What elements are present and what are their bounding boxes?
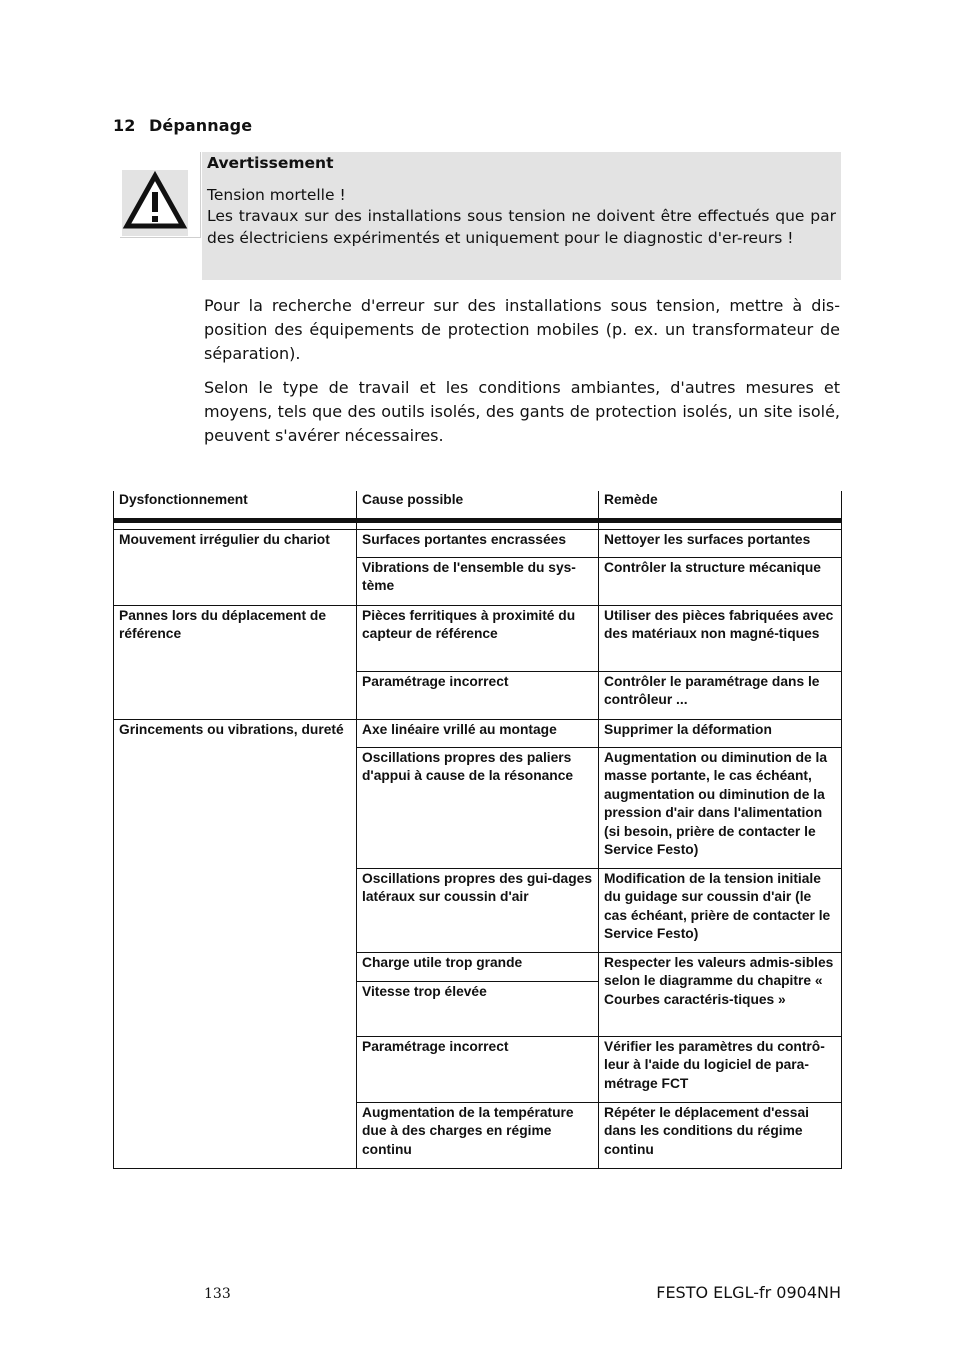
warning-icon-box (122, 170, 188, 236)
cause-cell: Paramétrage incorrect (357, 1037, 599, 1103)
warning-icon-rule (120, 237, 200, 238)
warning-line-2: Les travaux sur des installations sous tension ne doivent être effectués que par des électriciens expérimentés et uniquement pour le diagnostic d'er-reurs ! (207, 207, 836, 247)
paragraph-1: Pour la recherche d'erreur sur des installations sous tension, mettre à dis-position des équipements de protection mobiles (p. ex. un transformateur de séparation). (204, 296, 840, 363)
cause-cell: Augmentation de la température due à des charges en régime continu (357, 1103, 599, 1169)
section-number: 12 (113, 116, 136, 135)
page-number: 133 (204, 1286, 231, 1302)
header-fault: Dysfonctionnement (114, 491, 357, 521)
table-row (114, 606, 842, 672)
table-row (114, 720, 842, 748)
remedy-cell: Répéter le déplacement d'essai dans les conditions du régime continu (599, 1103, 842, 1169)
section-title-text: Dépannage (149, 116, 253, 135)
warning-box (202, 152, 841, 280)
document-reference: FESTO ELGL-fr 0904NH (656, 1283, 841, 1302)
header-cause: Cause possible (357, 491, 599, 521)
remedy-cell: Contrôler la structure mécanique (599, 558, 842, 606)
remedy-cell: Modification de la tension initiale du guidage sur coussin d'air (le cas échéant, prière de contacter le Service Festo) (599, 869, 842, 953)
fault-cell: Mouvement irrégulier du chariot (114, 530, 357, 606)
fault-cell: Pannes lors du déplacement de référence (114, 606, 357, 720)
header-remedy: Remède (599, 491, 842, 521)
cause-cell: Oscillations propres des gui-dages latéraux sur coussin d'air (357, 869, 599, 953)
table-header-row (114, 491, 842, 521)
remedy-cell: Respecter les valeurs admis-sibles selon le diagramme du chapitre « Courbes caractéris-tiques » (599, 953, 842, 1037)
remedy-cell: Vérifier les paramètres du contrô-leur à l'aide du logiciel de para-métrage FCT (599, 1037, 842, 1103)
cause-cell: Axe linéaire vrillé au montage (357, 720, 599, 748)
paragraph-2: Selon le type de travail et les conditions ambiantes, d'autres mesures et moyens, tels que des outils isolés, des gants de protection isolés, un site isolé, peuvent s'avérer nécessaires. (204, 378, 840, 445)
warning-divider (200, 152, 201, 238)
troubleshooting-table (113, 491, 842, 1169)
fault-cell: Grincements ou vibrations, dureté (114, 720, 357, 1169)
cause-cell: Pièces ferritiques à proximité du capteur de référence (357, 606, 599, 672)
remedy-cell: Supprimer la déformation (599, 720, 842, 748)
remedy-cell: Utiliser des pièces fabriquées avec des matériaux non magné-tiques (599, 606, 842, 672)
cause-cell: Surfaces portantes encrassées (357, 530, 599, 558)
remedy-cell: Contrôler le paramétrage dans le contrôleur ... (599, 672, 842, 720)
warning-triangle-icon (122, 170, 188, 236)
warning-heading: Avertissement (207, 154, 334, 172)
remedy-cell: Nettoyer les surfaces portantes (599, 530, 842, 558)
cause-cell: Charge utile trop grande (357, 953, 599, 982)
cause-cell: Vibrations de l'ensemble du sys-tème (357, 558, 599, 606)
cause-cell: Oscillations propres des paliers d'appui à cause de la résonance (357, 748, 599, 869)
table-spacer-row (114, 521, 842, 530)
warning-line-1: Tension mortelle ! (207, 185, 346, 204)
cause-cell: Paramétrage incorrect (357, 672, 599, 720)
table-row (114, 530, 842, 558)
cause-cell: Vitesse trop élevée (357, 982, 599, 1037)
section-title (113, 116, 252, 135)
remedy-cell: Augmentation ou diminution de la masse portante, le cas échéant, augmentation ou diminution de la pression d'air dans l'alimentation (si besoin, prière de contacter le Service Festo) (599, 748, 842, 869)
